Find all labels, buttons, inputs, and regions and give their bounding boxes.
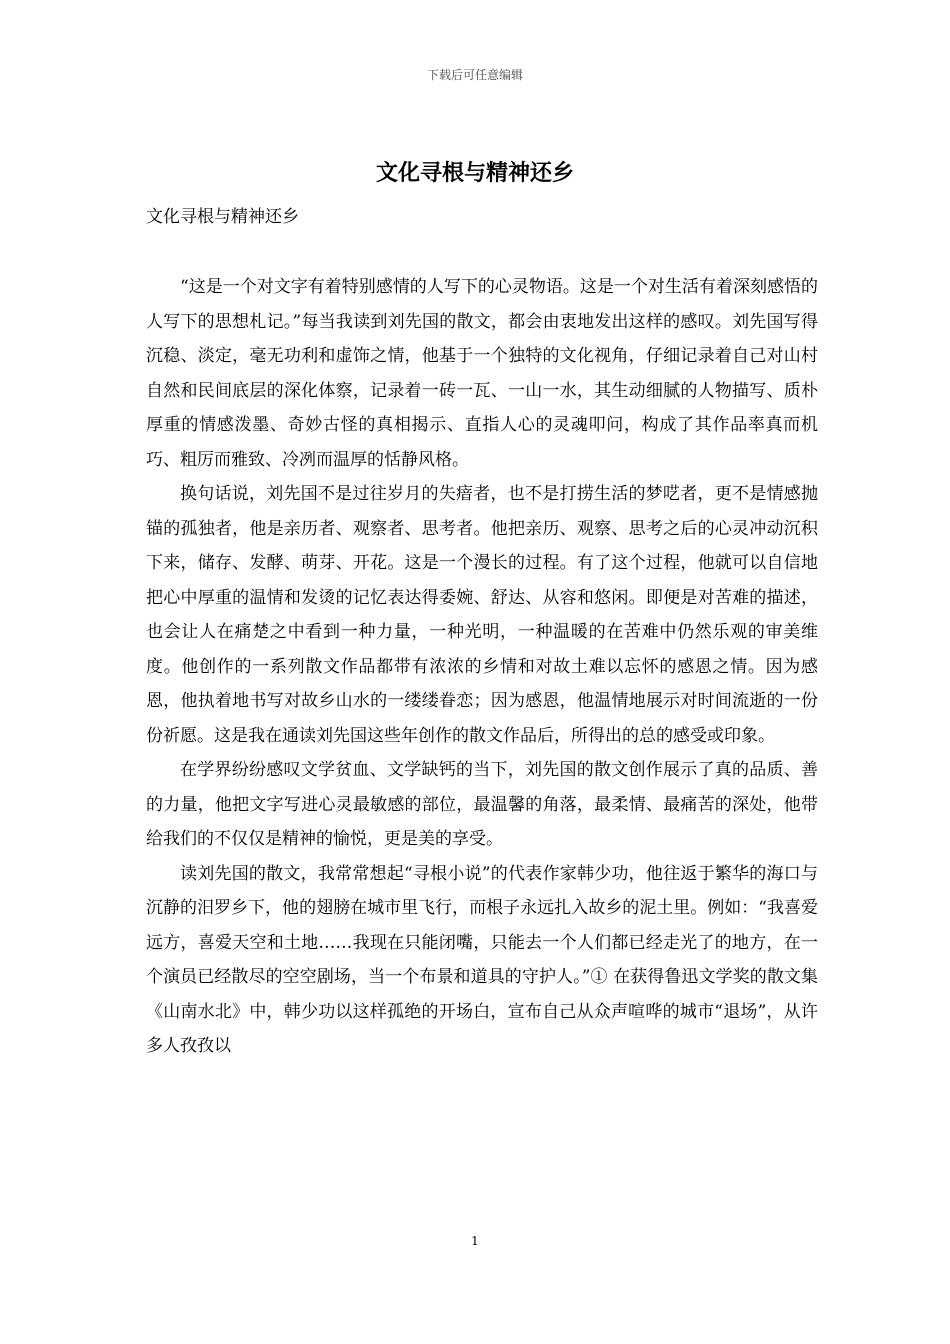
body-text [146, 270, 818, 1064]
header-note: 下载后可任意编辑 [426, 68, 523, 82]
paragraph: 读刘先国的散文，我常常想起“寻根小说”的代表作家韩少功，他往返于繁华的海口与沉静的汨罗乡下，他的翅膀在城市里飞行，而根子永远扎入故乡的泥土里。例如：“我喜爱远方，喜爱天空和土地……我现在只能闭嘴，只能去一个人们都已经走光了的地方，在一个演员已经散尽的空空剧场，当一个布景和道具的守护人。”① 在获得鲁迅文学奖的散文集《山南水北》中，韩少功以这样孤绝的开场白，宣布自己从众声喧哗的城市“退场”，从许多人孜孜以 [146, 863, 818, 1056]
document-title: 文化寻根与精神还乡 [375, 160, 574, 186]
document-subtitle: 文化寻根与精神还乡 [146, 207, 299, 227]
paragraph: 换句话说，刘先国不是过往岁月的失瘖者，也不是打捞生活的梦呓者，更不是情感抛锚的孤独者，他是亲历者、观察者、思考者。他把亲历、观察、思考之后的心灵冲动沉积下来，储存、发酵、萌芽、开花。这是一个漫长的过程。有了这个过程，他就可以自信地把心中厚重的温情和发烫的记忆表达得委婉、舒达、从容和悠闲。即便是对苦难的描述，也会让人在痛楚之中看到一种力量，一种光明，一种温暖的在苦难中仍然乐观的审美维度。他创作的一系列散文作品都带有浓浓的乡情和对故土难以忘怀的感恩之情。因为感恩，他执着地书写对故乡山水的一缕缕眷恋；因为感恩，他温情地展示对时间流逝的一份份祈愿。这是我在通读刘先国这些年创作的散文作品后，所得出的总的感受或印象。 [146, 484, 818, 746]
paragraph: 在学界纷纷感叹文学贫血、文学缺钙的当下，刘先国的散文创作展示了真的品质、善的力量，他把文字写进心灵最敏感的部位，最温馨的角落，最柔情、最痛苦的深处，他带给我们的不仅仅是精神的愉悦，更是美的享受。 [146, 760, 818, 849]
paragraph: “这是一个对文字有着特别感情的人写下的心灵物语。这是一个对生活有着深刻感悟的人写下的思想札记。”每当我读到刘先国的散文，都会由衷地发出这样的感叹。刘先国写得沉稳、淡定，毫无功利和虚饰之情，他基于一个独特的文化视角，仔细记录着自己对山村自然和民间底层的深化体察，记录着一砖一瓦、一山一水，其生动细腻的人物描写、质朴厚重的情感泼墨、奇妙古怪的真相揭示、直指人心的灵魂叩问，构成了其作品率真而机巧、粗厉而雅致、冷冽而温厚的恬静风格。 [146, 277, 818, 470]
page-number: 1 [471, 1234, 479, 1248]
